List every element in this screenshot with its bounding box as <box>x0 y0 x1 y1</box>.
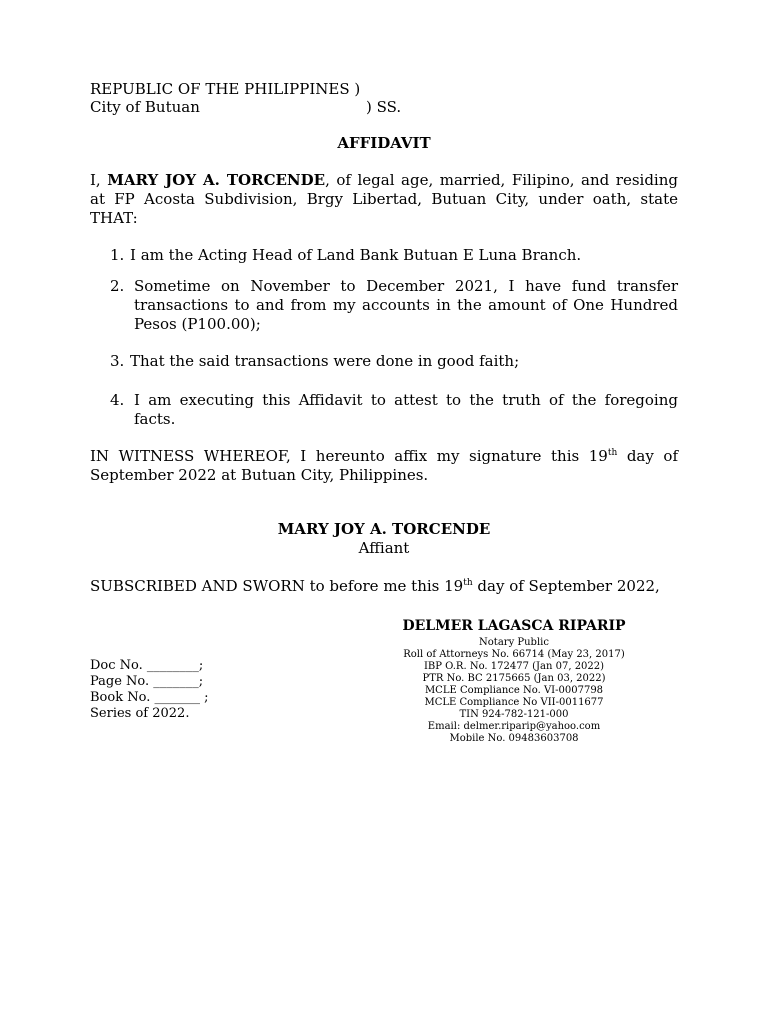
notary-ibp: IBP O.R. No. 172477 (Jan 07, 2022) <box>423 661 605 672</box>
affiant-label: Affiant <box>358 539 410 557</box>
list-number: 1. <box>110 246 125 264</box>
jurat-line: SUBSCRIBED AND SWORN to before me this 19th day of September 2022, <box>90 577 660 595</box>
notary-tin: TIN 924-782-121-000 <box>459 709 569 720</box>
intro-text: , of legal age, married, Filipino, and residing at FP Acosta Subdivision, Brgy Libertad, Butuan City, under oath, state THAT: <box>90 171 678 227</box>
list-number: 2. <box>110 277 125 295</box>
docket-page-no: Page No. _______; <box>90 674 204 689</box>
list-text: I am executing this Affidavit to attest to the truth of the foregoing facts. <box>134 391 678 428</box>
caption-republic: REPUBLIC OF THE PHILIPPINES ) <box>90 80 361 98</box>
list-text: That the said transactions were done in good faith; <box>130 352 520 370</box>
list-number: 4. <box>110 391 125 409</box>
notary-roll: Roll of Attorneys No. 66714 (May 23, 2017) <box>403 649 625 660</box>
notary-email: Email: delmer.riparip@yahoo.com <box>427 721 601 732</box>
docket-doc-no: Doc No. ________; <box>90 658 204 673</box>
list-item-4 <box>110 391 678 429</box>
notary-title: Notary Public <box>479 637 549 648</box>
intro-affiant-name: MARY JOY A. TORCENDE <box>107 171 326 189</box>
notary-name: DELMER LAGASCA RIPARIP <box>402 618 626 634</box>
affiant-name: MARY JOY A. TORCENDE <box>277 520 491 538</box>
notary-details <box>374 637 654 745</box>
docket-series: Series of 2022. <box>90 706 190 721</box>
notary-mobile: Mobile No. 09483603708 <box>449 733 579 744</box>
list-number: 3. <box>110 352 125 370</box>
docket-book-no: Book No. _______ ; <box>90 690 209 705</box>
notary-mcle-1: MCLE Compliance No. VI-0007798 <box>424 685 604 696</box>
document-title: AFFIDAVIT <box>337 134 431 152</box>
list-text: I am the Acting Head of Land Bank Butuan E Luna Branch. <box>130 246 582 264</box>
list-item-1 <box>110 246 581 264</box>
list-text: Sometime on November to December 2021, I have fund transfer transactions to and from my accounts in the amount of One Hundred Pesos (P100.00); <box>134 277 678 333</box>
witness-paragraph: IN WITNESS WHEREOF, I hereunto affix my signature this 19th day of September 2022 at Butuan City, Philippines. <box>90 447 678 484</box>
intro-prefix: I, <box>90 171 101 189</box>
notary-mcle-2: MCLE Compliance No VII-0011677 <box>424 697 604 708</box>
caption-ss: ) SS. <box>366 98 402 116</box>
list-item-2 <box>110 277 678 334</box>
docket-block <box>90 658 208 722</box>
notary-ptr: PTR No. BC 2175665 (Jan 03, 2022) <box>422 673 606 684</box>
list-item-3 <box>110 352 519 370</box>
caption-city: City of Butuan <box>90 98 200 116</box>
intro-paragraph <box>90 171 678 228</box>
